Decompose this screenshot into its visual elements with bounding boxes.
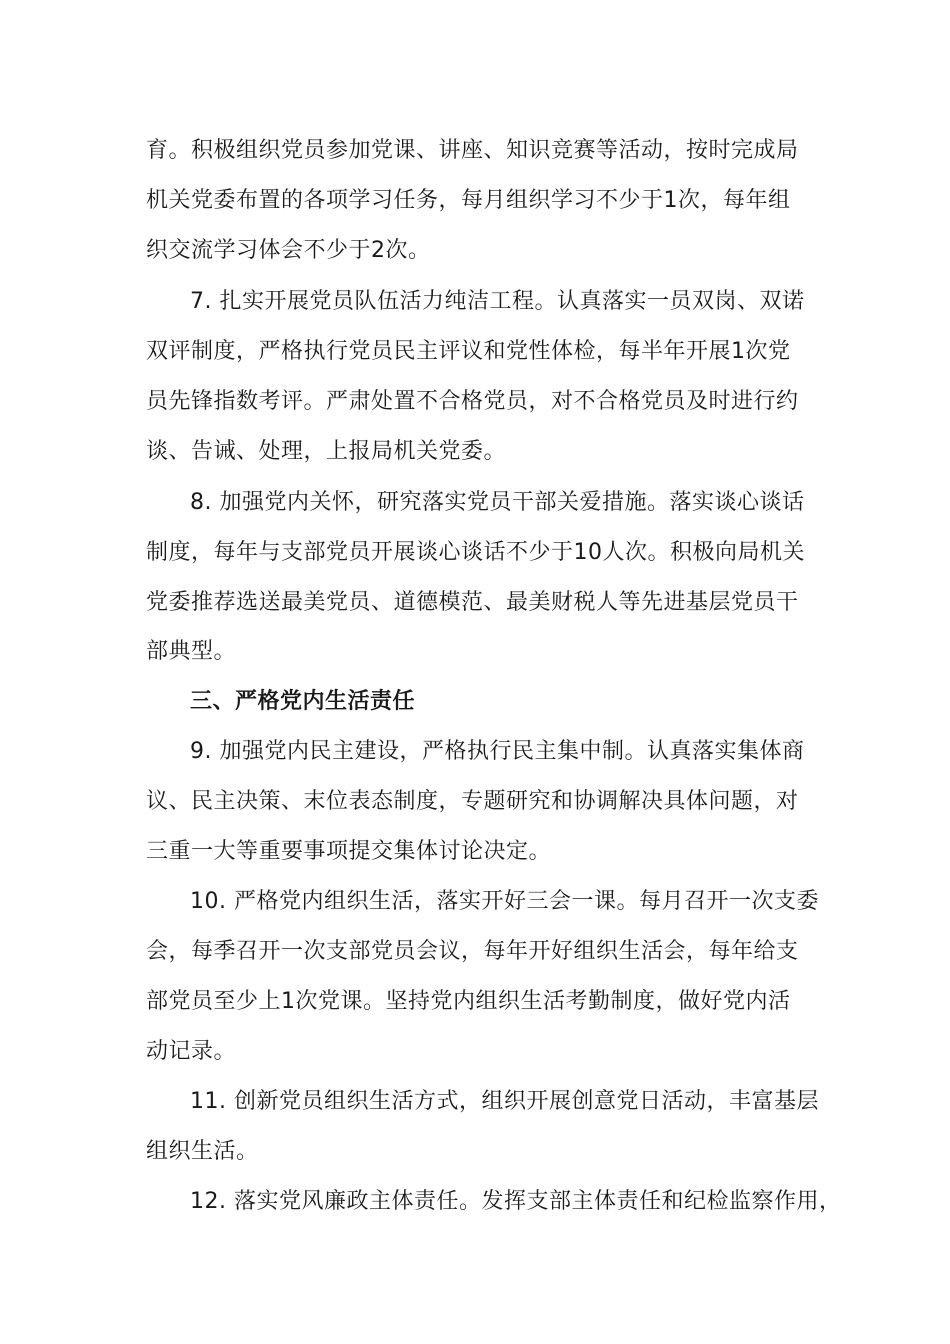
text-line: 部党员至少上1次党课。坚持党内组织生活考勤制度，做好党内活 bbox=[146, 989, 791, 1014]
text-line: 育。积极组织党员参加党课、讲座、知识竞赛等活动，按时完成局 bbox=[146, 138, 799, 163]
section-heading: 三、严格党内生活责任 bbox=[190, 689, 416, 714]
paragraph-10-start: 10. 严格党内组织生活，落实开好三会一课。每月召开一次支委 bbox=[190, 889, 819, 914]
text-line: 部典型。 bbox=[146, 639, 237, 664]
text-line: 双评制度，严格执行党员民主评议和党性体检，每半年开展1次党 bbox=[146, 339, 791, 364]
text-line: 议、民主决策、末位表态制度，专题研究和协调解决具体问题，对 bbox=[146, 789, 799, 814]
text-line: 党委推荐选送最美党员、道德模范、最美财税人等先进基层党员干 bbox=[146, 590, 799, 615]
text-line: 动记录。 bbox=[146, 1039, 237, 1064]
text-line: 机关党委布置的各项学习任务，每月组织学习不少于1次，每年组 bbox=[146, 188, 791, 213]
text-line: 制度，每年与支部党员开展谈心谈话不少于10人次。积极向局机关 bbox=[146, 540, 805, 565]
text-line: 组织生活。 bbox=[146, 1139, 259, 1164]
text-line: 谈、告诫、处理，上报局机关党委。 bbox=[146, 439, 507, 464]
paragraph-12-start: 12. 落实党风廉政主体责任。发挥支部主体责任和纪检监察作用， bbox=[190, 1189, 842, 1214]
paragraph-9-start: 9. 加强党内民主建设，严格执行民主集中制。认真落实集体商 bbox=[190, 739, 805, 764]
text-line: 会，每季召开一次支部党员会议，每年开好组织生活会，每年给支 bbox=[146, 939, 799, 964]
text-line: 织交流学习体会不少于2次。 bbox=[146, 238, 431, 263]
paragraph-8-start: 8. 加强党内关怀，研究落实党员干部关爱措施。落实谈心谈话 bbox=[190, 490, 805, 515]
text-line: 三重一大等重要事项提交集体讨论决定。 bbox=[146, 839, 552, 864]
paragraph-11-start: 11. 创新党员组织生活方式，组织开展创意党日活动，丰富基层 bbox=[190, 1089, 819, 1114]
paragraph-7-start: 7. 扎实开展党员队伍活力纯洁工程。认真落实一员双岗、双诺 bbox=[190, 289, 805, 314]
text-line: 员先锋指数考评。严肃处置不合格党员，对不合格党员及时进行约 bbox=[146, 389, 799, 414]
